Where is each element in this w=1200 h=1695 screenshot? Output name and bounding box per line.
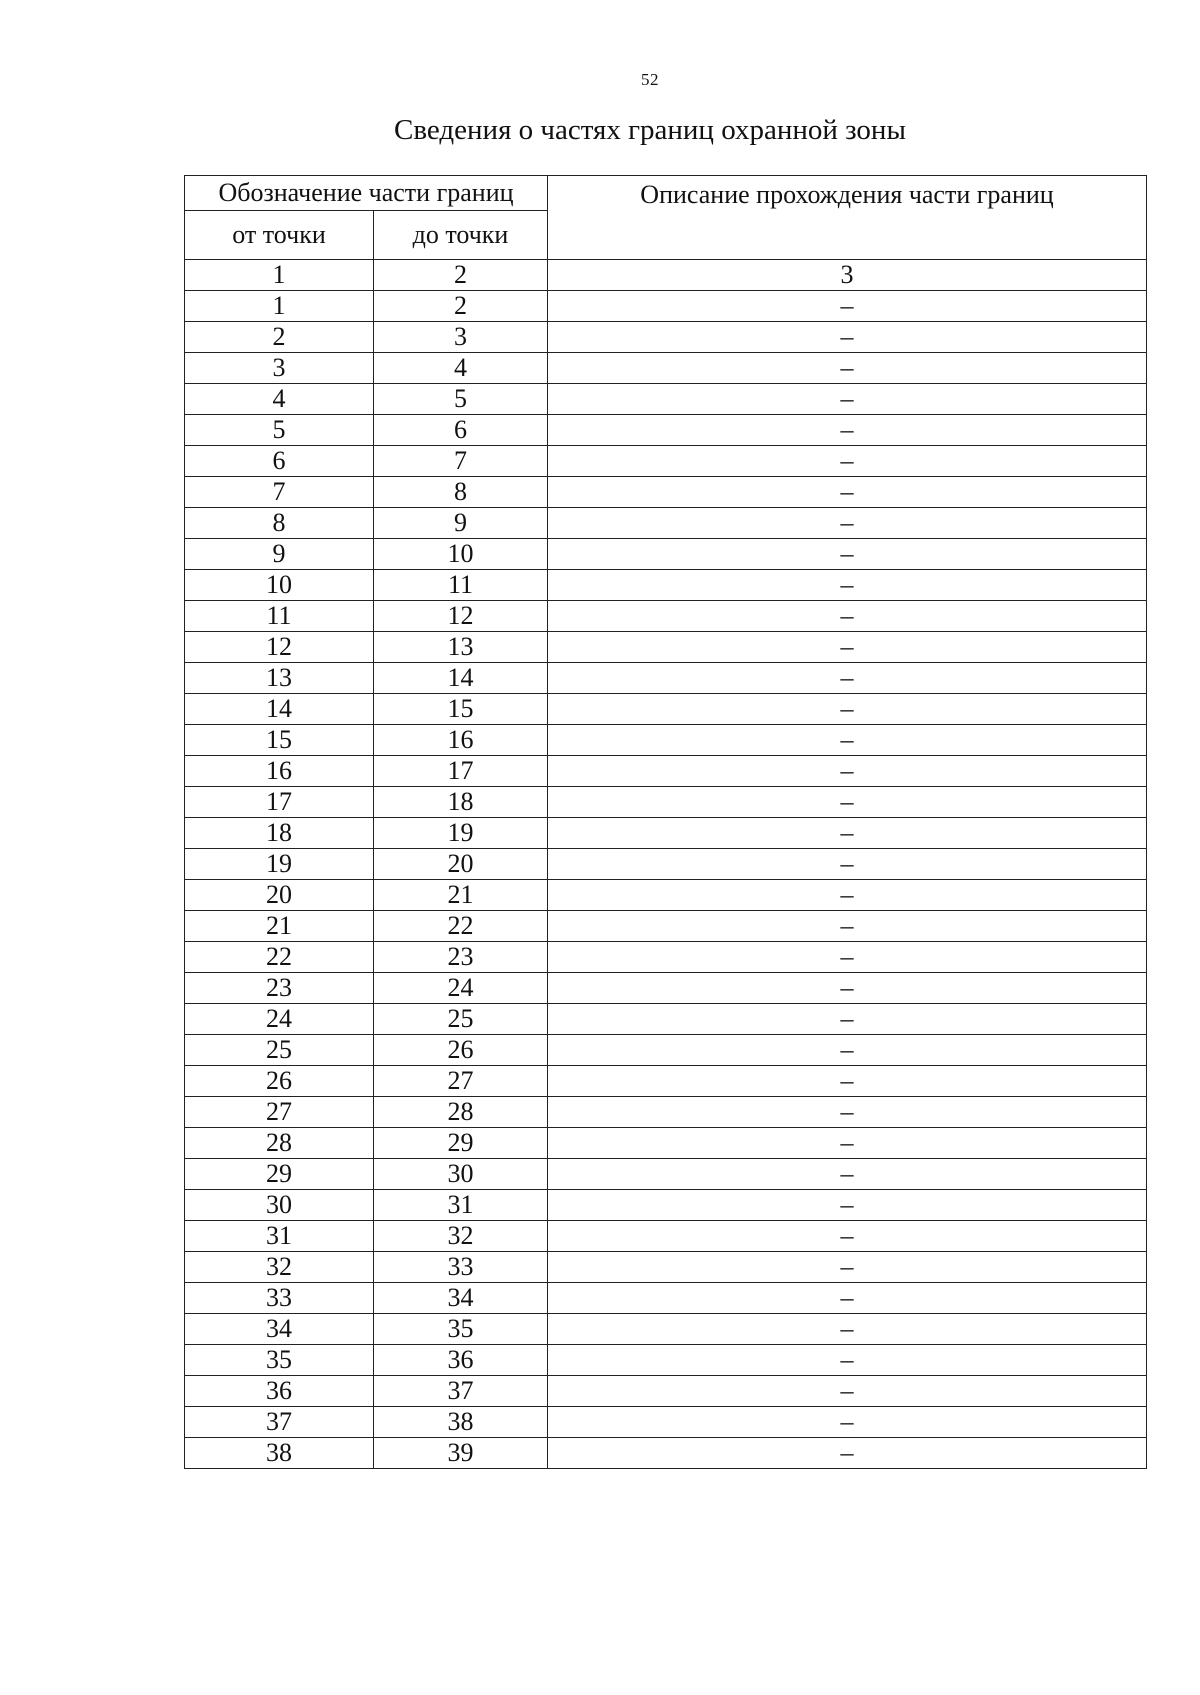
cell-to-point: 16	[374, 725, 548, 756]
cell-to-point: 26	[374, 1035, 548, 1066]
cell-to-point: 30	[374, 1159, 548, 1190]
cell-description: –	[548, 1066, 1147, 1097]
table-row	[185, 632, 1147, 663]
cell-from-point: 13	[185, 663, 374, 694]
cell-from-point: 19	[185, 849, 374, 880]
table-row	[185, 756, 1147, 787]
header-boundary-description: Описание прохождения части границ	[548, 176, 1147, 260]
cell-description: –	[548, 1190, 1147, 1221]
cell-description: –	[548, 1221, 1147, 1252]
cell-from-point: 15	[185, 725, 374, 756]
cell-to-point: 17	[374, 756, 548, 787]
table-header-row	[185, 176, 1147, 211]
cell-from-point: 35	[185, 1345, 374, 1376]
cell-from-point: 36	[185, 1376, 374, 1407]
cell-description: –	[548, 1035, 1147, 1066]
cell-to-point: 3	[374, 322, 548, 353]
cell-description: –	[548, 973, 1147, 1004]
cell-to-point: 29	[374, 1128, 548, 1159]
table-row	[185, 1066, 1147, 1097]
cell-to-point: 9	[374, 508, 548, 539]
table-row	[185, 384, 1147, 415]
cell-from-point: 6	[185, 446, 374, 477]
cell-to-point: 10	[374, 539, 548, 570]
cell-description: –	[548, 942, 1147, 973]
cell-to-point: 4	[374, 353, 548, 384]
cell-description: –	[548, 384, 1147, 415]
cell-to-point: 14	[374, 663, 548, 694]
cell-from-point: 18	[185, 818, 374, 849]
table-row	[185, 1407, 1147, 1438]
table-row	[185, 1097, 1147, 1128]
cell-description: –	[548, 1097, 1147, 1128]
column-number-row	[185, 260, 1147, 291]
cell-from-point: 23	[185, 973, 374, 1004]
cell-description: –	[548, 1314, 1147, 1345]
cell-from-point: 9	[185, 539, 374, 570]
boundary-parts-table	[184, 175, 1147, 1469]
cell-to-point: 32	[374, 1221, 548, 1252]
cell-description: –	[548, 353, 1147, 384]
cell-to-point: 12	[374, 601, 548, 632]
cell-from-point: 21	[185, 911, 374, 942]
cell-description: –	[548, 1252, 1147, 1283]
cell-description: –	[548, 694, 1147, 725]
cell-description: –	[548, 849, 1147, 880]
table-row	[185, 508, 1147, 539]
cell-from-point: 31	[185, 1221, 374, 1252]
cell-from-point: 29	[185, 1159, 374, 1190]
cell-from-point: 26	[185, 1066, 374, 1097]
cell-to-point: 34	[374, 1283, 548, 1314]
cell-description: –	[548, 1283, 1147, 1314]
cell-to-point: 11	[374, 570, 548, 601]
cell-from-point: 25	[185, 1035, 374, 1066]
cell-to-point: 19	[374, 818, 548, 849]
cell-description: –	[548, 787, 1147, 818]
cell-to-point: 18	[374, 787, 548, 818]
table-row	[185, 787, 1147, 818]
cell-from-point: 28	[185, 1128, 374, 1159]
table-row	[185, 446, 1147, 477]
table-row	[185, 1221, 1147, 1252]
table-row	[185, 1035, 1147, 1066]
cell-description: –	[548, 508, 1147, 539]
cell-to-point: 24	[374, 973, 548, 1004]
cell-from-point: 12	[185, 632, 374, 663]
cell-to-point: 21	[374, 880, 548, 911]
header-to-point: до точки	[374, 211, 548, 260]
cell-to-point: 22	[374, 911, 548, 942]
cell-from-point: 27	[185, 1097, 374, 1128]
cell-from-point: 33	[185, 1283, 374, 1314]
cell-from-point: 4	[185, 384, 374, 415]
cell-from-point: 17	[185, 787, 374, 818]
cell-description: –	[548, 446, 1147, 477]
cell-description: –	[548, 756, 1147, 787]
cell-to-point: 38	[374, 1407, 548, 1438]
table-row	[185, 415, 1147, 446]
cell-from-point: 32	[185, 1252, 374, 1283]
cell-description: –	[548, 663, 1147, 694]
table-row	[185, 1128, 1147, 1159]
table-row	[185, 1314, 1147, 1345]
cell-to-point: 35	[374, 1314, 548, 1345]
table-row	[185, 353, 1147, 384]
cell-from-point: 37	[185, 1407, 374, 1438]
table-row	[185, 942, 1147, 973]
cell-to-point: 8	[374, 477, 548, 508]
cell-description: –	[548, 601, 1147, 632]
table-row	[185, 1438, 1147, 1469]
header-from-point: от точки	[185, 211, 374, 260]
table-row	[185, 1159, 1147, 1190]
table-row	[185, 818, 1147, 849]
column-number: 3	[548, 260, 1147, 291]
cell-description: –	[548, 291, 1147, 322]
cell-description: –	[548, 1407, 1147, 1438]
cell-to-point: 37	[374, 1376, 548, 1407]
cell-from-point: 8	[185, 508, 374, 539]
cell-from-point: 14	[185, 694, 374, 725]
cell-description: –	[548, 818, 1147, 849]
cell-to-point: 15	[374, 694, 548, 725]
cell-to-point: 28	[374, 1097, 548, 1128]
table-row	[185, 1252, 1147, 1283]
cell-to-point: 13	[374, 632, 548, 663]
cell-to-point: 5	[374, 384, 548, 415]
table-body	[185, 260, 1147, 1469]
table-row	[185, 477, 1147, 508]
cell-from-point: 5	[185, 415, 374, 446]
cell-description: –	[548, 911, 1147, 942]
cell-description: –	[548, 1159, 1147, 1190]
cell-to-point: 7	[374, 446, 548, 477]
table-row	[185, 911, 1147, 942]
table-row	[185, 1190, 1147, 1221]
table-row	[185, 849, 1147, 880]
cell-from-point: 10	[185, 570, 374, 601]
cell-from-point: 34	[185, 1314, 374, 1345]
cell-from-point: 7	[185, 477, 374, 508]
table-row	[185, 663, 1147, 694]
table-row	[185, 973, 1147, 1004]
table-row	[185, 694, 1147, 725]
cell-to-point: 39	[374, 1438, 548, 1469]
cell-description: –	[548, 1438, 1147, 1469]
cell-from-point: 22	[185, 942, 374, 973]
cell-from-point: 38	[185, 1438, 374, 1469]
cell-from-point: 20	[185, 880, 374, 911]
table-row	[185, 570, 1147, 601]
cell-description: –	[548, 539, 1147, 570]
cell-from-point: 24	[185, 1004, 374, 1035]
cell-description: –	[548, 477, 1147, 508]
cell-description: –	[548, 415, 1147, 446]
cell-description: –	[548, 570, 1147, 601]
cell-to-point: 33	[374, 1252, 548, 1283]
cell-to-point: 23	[374, 942, 548, 973]
cell-description: –	[548, 632, 1147, 663]
cell-description: –	[548, 1128, 1147, 1159]
page-title: Сведения о частях границ охранной зоны	[394, 114, 906, 146]
table-row	[185, 1004, 1147, 1035]
table-row	[185, 1376, 1147, 1407]
table-row	[185, 880, 1147, 911]
header-boundary-designation: Обозначение части границ	[185, 176, 548, 211]
table-row	[185, 1345, 1147, 1376]
cell-to-point: 27	[374, 1066, 548, 1097]
table-row	[185, 322, 1147, 353]
page-number: 52	[641, 70, 659, 89]
cell-description: –	[548, 725, 1147, 756]
column-number: 1	[185, 260, 374, 291]
cell-to-point: 6	[374, 415, 548, 446]
cell-description: –	[548, 322, 1147, 353]
cell-from-point: 1	[185, 291, 374, 322]
table-row	[185, 725, 1147, 756]
table-row	[185, 291, 1147, 322]
cell-from-point: 3	[185, 353, 374, 384]
cell-description: –	[548, 1345, 1147, 1376]
table-row	[185, 1283, 1147, 1314]
cell-from-point: 2	[185, 322, 374, 353]
column-number: 2	[374, 260, 548, 291]
table-row	[185, 601, 1147, 632]
cell-description: –	[548, 880, 1147, 911]
table-row	[185, 539, 1147, 570]
cell-to-point: 31	[374, 1190, 548, 1221]
cell-description: –	[548, 1376, 1147, 1407]
cell-description: –	[548, 1004, 1147, 1035]
cell-to-point: 25	[374, 1004, 548, 1035]
cell-from-point: 11	[185, 601, 374, 632]
cell-from-point: 30	[185, 1190, 374, 1221]
cell-to-point: 2	[374, 291, 548, 322]
cell-from-point: 16	[185, 756, 374, 787]
cell-to-point: 20	[374, 849, 548, 880]
cell-to-point: 36	[374, 1345, 548, 1376]
